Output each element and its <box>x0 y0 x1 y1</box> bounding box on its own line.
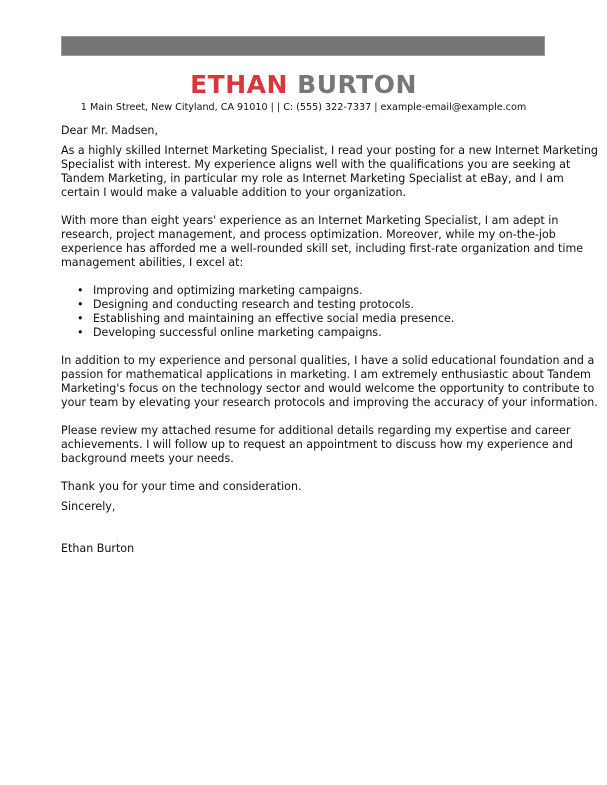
text-line: Specialist with interest. My experience aligns well with the qualifications you are seeking at <box>61 158 571 171</box>
bullet-icon: • <box>77 312 84 325</box>
text-line: research, project management, and process optimization. Moreover, while my on-the-job <box>61 228 556 241</box>
last-name: BURTON <box>297 70 417 99</box>
paragraph-intro <box>61 144 598 200</box>
text-line: experience has afforded me a well-rounded skill set, including first-rate organization and time <box>61 242 584 255</box>
skill-text: Establishing and maintaining an effective social media presence. <box>93 312 455 325</box>
text-line: With more than eight years' experience as an Internet Marketing Specialist, I am adept in <box>61 214 559 227</box>
thank-you-line: Thank you for your time and consideration. <box>61 480 302 493</box>
text-line: As a highly skilled Internet Marketing Specialist, I read your posting for a new Internet Marketing <box>61 144 598 157</box>
text-line: background meets your needs. <box>61 452 234 465</box>
bullet-icon: • <box>77 326 84 339</box>
text-line: Tandem Marketing, in particular my role as Internet Marketing Specialist at eBay, and I am <box>61 172 564 185</box>
paragraph-education <box>61 354 598 410</box>
paragraph-experience <box>61 214 584 270</box>
list-item <box>61 284 551 298</box>
contact-info: 1 Main Street, New Cityland, CA 91010 | | C: (555) 322-7337 | example-email@example.com <box>80 102 527 113</box>
letter-body <box>61 124 598 556</box>
skill-text: Designing and conducting research and testing protocols. <box>93 298 414 311</box>
list-item <box>61 326 551 340</box>
text-line: Please review my attached resume for additional details regarding my expertise and career <box>61 424 571 437</box>
skills-list <box>61 284 551 340</box>
paragraph-followup <box>61 424 573 466</box>
list-item <box>61 312 551 326</box>
signature: Ethan Burton <box>61 542 135 555</box>
first-name: ETHAN <box>190 70 288 99</box>
list-item <box>61 298 551 312</box>
bullet-icon: • <box>77 298 84 311</box>
applicant-name <box>0 71 607 99</box>
text-line: achievements. I will follow up to request an appointment to discuss how my experience and <box>61 438 573 451</box>
text-line: your team by elevating your research protocols and improving the accuracy of your information. <box>61 396 598 409</box>
skill-text: Improving and optimizing marketing campaigns. <box>93 284 363 297</box>
text-line: certain I would make a valuable addition to your organization. <box>61 186 407 199</box>
text-line: Marketing's focus on the technology sector and would welcome the opportunity to contribute to <box>61 382 595 395</box>
text-line: management abilities, I excel at: <box>61 256 244 269</box>
skill-text: Developing successful online marketing campaigns. <box>93 326 382 339</box>
text-line: passion for mathematical applications in marketing. I am extremely enthusiastic about Tandem <box>61 368 591 381</box>
text-line: In addition to my experience and personal qualities, I have a solid educational foundation and a <box>61 354 595 367</box>
bullet-icon: • <box>77 284 84 297</box>
sign-off: Sincerely, <box>61 500 116 513</box>
header-bar <box>61 36 545 56</box>
salutation: Dear Mr. Madsen, <box>61 124 158 137</box>
